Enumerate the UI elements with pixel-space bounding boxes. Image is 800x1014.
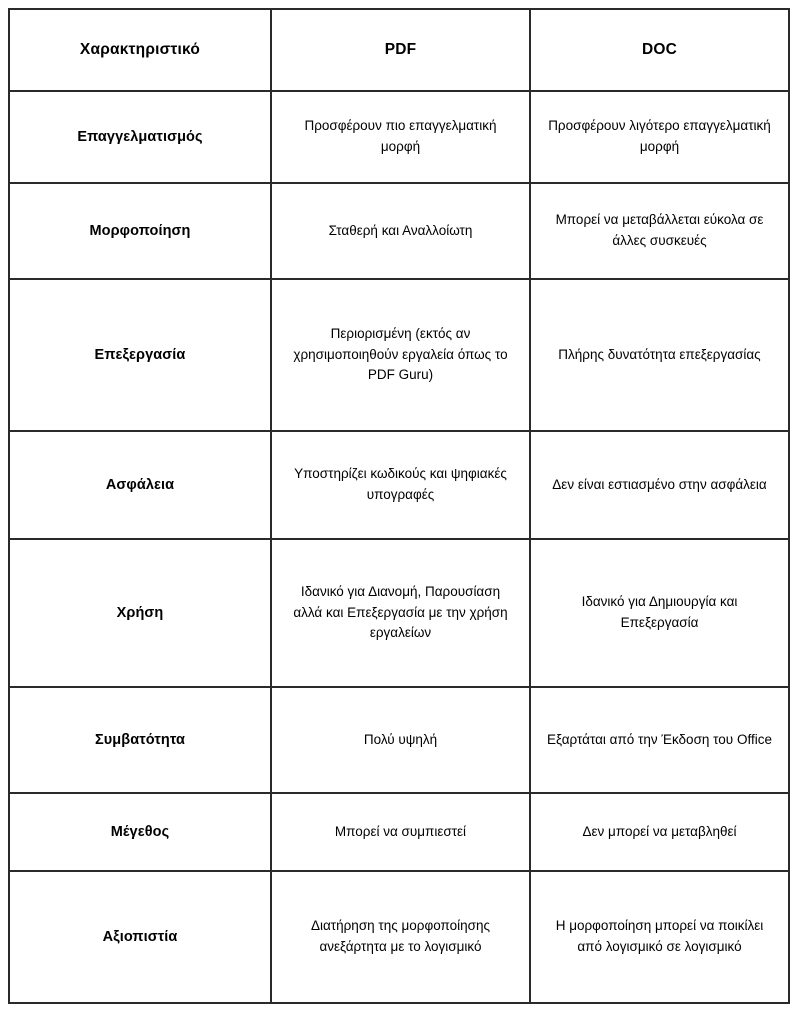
cell-pdf: Ιδανικό για Διανομή, Παρουσίαση αλλά και Επεξεργασία με την χρήση εργαλείων — [271, 539, 530, 687]
cell-doc: Η μορφοποίηση μπορεί να ποικίλει από λογισμικό σε λογισμικό — [530, 871, 789, 1003]
table-header — [9, 9, 789, 91]
table-row — [9, 871, 789, 1003]
cell-pdf: Μπορεί να συμπιεστεί — [271, 793, 530, 871]
row-header-feature: Μέγεθος — [9, 793, 271, 871]
row-header-feature: Ασφάλεια — [9, 431, 271, 539]
row-header-feature: Χρήση — [9, 539, 271, 687]
column-header-doc: DOC — [530, 9, 789, 91]
cell-pdf: Σταθερή και Αναλλοίωτη — [271, 183, 530, 279]
cell-pdf: Περιορισμένη (εκτός αν χρησιμοποιηθούν εργαλεία όπως το PDF Guru) — [271, 279, 530, 431]
cell-doc: Μπορεί να μεταβάλλεται εύκολα σε άλλες συσκευές — [530, 183, 789, 279]
table-row — [9, 91, 789, 183]
cell-doc: Εξαρτάται από την Έκδοση του Office — [530, 687, 789, 793]
pdf-doc-comparison-table — [8, 8, 790, 1004]
cell-pdf: Προσφέρουν πιο επαγγελματική μορφή — [271, 91, 530, 183]
cell-doc: Πλήρης δυνατότητα επεξεργασίας — [530, 279, 789, 431]
table-row — [9, 687, 789, 793]
row-header-feature: Συμβατότητα — [9, 687, 271, 793]
cell-doc: Δεν είναι εστιασμένο στην ασφάλεια — [530, 431, 789, 539]
table-row — [9, 793, 789, 871]
cell-doc: Ιδανικό για Δημιουργία και Επεξεργασία — [530, 539, 789, 687]
cell-doc: Προσφέρουν λιγότερο επαγγελματική μορφή — [530, 91, 789, 183]
table-row — [9, 183, 789, 279]
table-row — [9, 539, 789, 687]
row-header-feature: Μορφοποίηση — [9, 183, 271, 279]
column-header-pdf: PDF — [271, 9, 530, 91]
row-header-feature: Επεξεργασία — [9, 279, 271, 431]
table-body — [9, 91, 789, 1003]
table-row — [9, 431, 789, 539]
cell-pdf: Διατήρηση της μορφοποίησης ανεξάρτητα με το λογισμικό — [271, 871, 530, 1003]
cell-pdf: Πολύ υψηλή — [271, 687, 530, 793]
row-header-feature: Επαγγελματισμός — [9, 91, 271, 183]
table-row — [9, 279, 789, 431]
row-header-feature: Αξιοπιστία — [9, 871, 271, 1003]
column-header-feature: Χαρακτηριστικό — [9, 9, 271, 91]
cell-doc: Δεν μπορεί να μεταβληθεί — [530, 793, 789, 871]
cell-pdf: Υποστηρίζει κωδικούς και ψηφιακές υπογραφές — [271, 431, 530, 539]
table-header-row — [9, 9, 789, 91]
